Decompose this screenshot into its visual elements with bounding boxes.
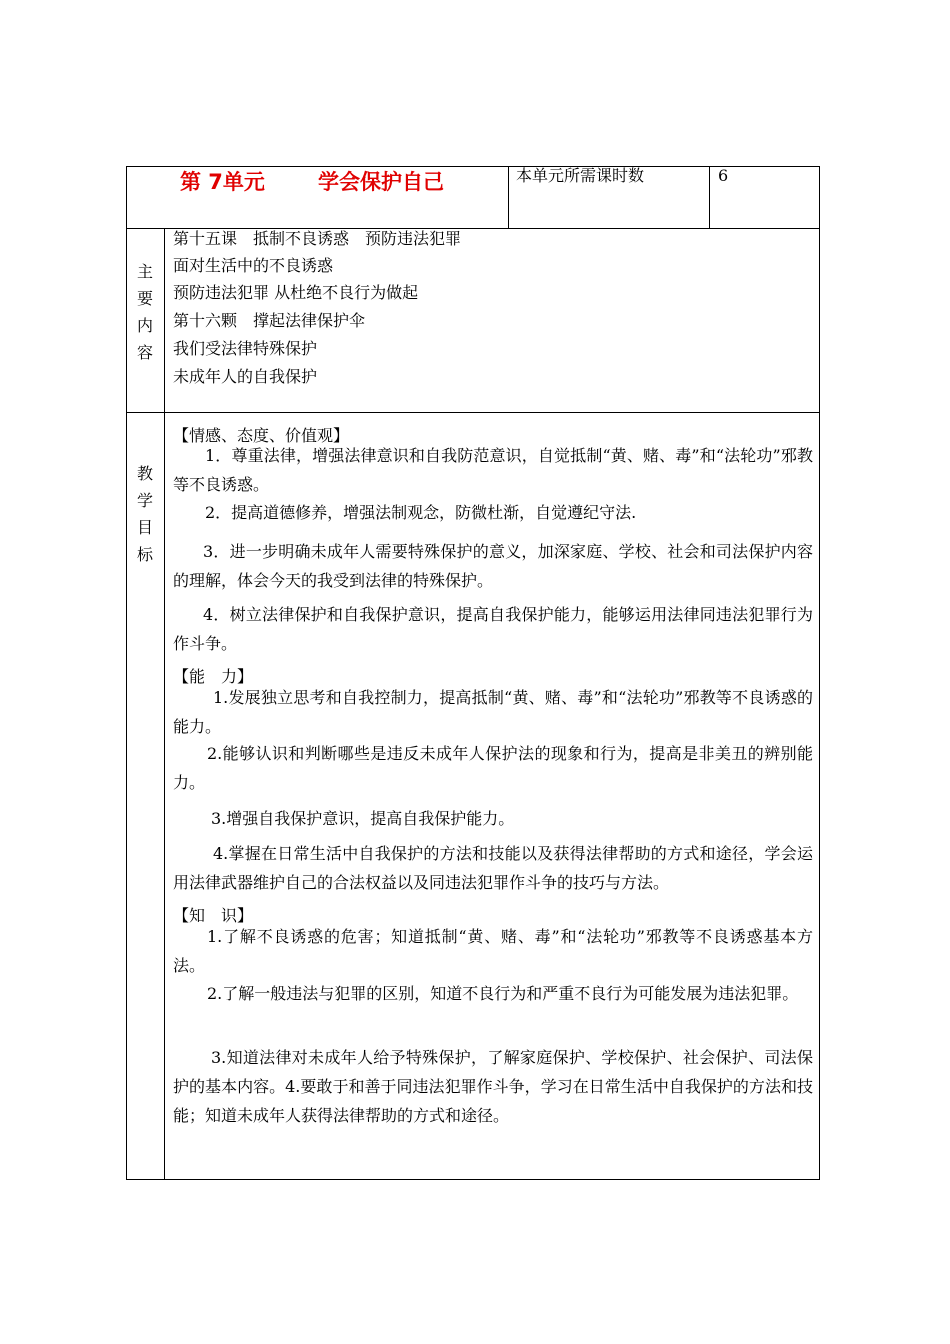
content-line: 面对生活中的不良诱惑 — [173, 256, 334, 275]
label-char: 目 — [136, 518, 153, 537]
table-header-divider-2 — [709, 166, 710, 228]
knowledge-item: 1.了解不良诱惑的危害；知道抵制“黄、赌、毒”和“法轮功”邪教等不良诱惑基本方法。 — [173, 927, 813, 975]
content-line: 我们受法律特殊保护 — [173, 339, 318, 358]
emotion-item: 2．提高道德修养，增强法制观念，防微杜渐，自觉遵纪守法. — [205, 503, 637, 522]
label-char: 学 — [136, 491, 153, 510]
knowledge-item: 2.了解一般违法与犯罪的区别，知道不良行为和严重不良行为可能发展为违法犯罪。 — [207, 984, 799, 1003]
table-border-bottom — [126, 1179, 820, 1180]
main-content-label — [126, 258, 164, 366]
label-char: 标 — [136, 545, 153, 564]
label-char: 教 — [136, 464, 153, 483]
label-char: 要 — [136, 289, 153, 308]
label-char: 内 — [136, 316, 153, 335]
table-label-column-divider — [164, 228, 165, 1180]
table-border-row2 — [126, 412, 820, 413]
label-char: 主 — [136, 262, 153, 281]
ability-heading: 【能 力】 — [173, 667, 254, 686]
knowledge-heading: 【知 识】 — [173, 906, 254, 925]
label-char: 容 — [136, 343, 153, 362]
objectives-label — [126, 460, 164, 568]
emotion-item: 3．进一步明确未成年人需要特殊保护的意义，加深家庭、学校、社会和司法保护内容的理解，体会今天的我受到法律的特殊保护。 — [173, 542, 813, 590]
content-line: 预防违法犯罪 从杜绝不良行为做起 — [173, 283, 419, 302]
emotion-heading: 【情感、态度、价值观】 — [173, 426, 350, 445]
ability-item: 4.掌握在日常生活中自我保护的方法和技能以及获得法律帮助的方式和途径，学会运用法律武器维护自己的合法权益以及同违法犯罪作斗争的技巧与方法。 — [173, 844, 813, 892]
ability-item: 2.能够认识和判断哪些是违反未成年人保护法的现象和行为，提高是非美丑的辨别能力。 — [173, 744, 813, 792]
knowledge-item: 3.知道法律对未成年人给予特殊保护，了解家庭保护、学校保护、社会保护、司法保护的基本内容。4.要敢于和善于同违法犯罪作斗争，学习在日常生活中自我保护的方法和技能；知道未成年人获得法律帮助的方式和途径。 — [173, 1048, 813, 1125]
unit-label: 第 7单元 — [180, 170, 265, 194]
content-line: 第十五课 抵制不良诱惑 预防违法犯罪 — [173, 229, 462, 248]
emotion-item: 1．尊重法律，增强法律意识和自我防范意识，自觉抵制“黄、赌、毒”和“法轮功”邪教等不良诱惑。 — [173, 446, 813, 494]
emotion-item: 4．树立法律保护和自我保护意识，提高自我保护能力，能够运用法律同违法犯罪行为作斗争。 — [173, 605, 813, 653]
content-line: 第十六颗 撑起法律保护伞 — [173, 311, 366, 330]
table-header-divider-1 — [508, 166, 509, 228]
hours-label: 本单元所需课时数 — [516, 166, 645, 185]
content-line: 未成年人的自我保护 — [173, 367, 318, 386]
table-border-right — [819, 166, 820, 1180]
ability-item: 3.增强自我保护意识，提高自我保护能力。 — [211, 809, 515, 828]
unit-title: 学会保护自己 — [318, 170, 444, 194]
hours-value: 6 — [718, 166, 729, 185]
ability-item: 1.发展独立思考和自我控制力，提高抵制“黄、赌、毒”和“法轮功”邪教等不良诱惑的能力。 — [173, 688, 813, 736]
